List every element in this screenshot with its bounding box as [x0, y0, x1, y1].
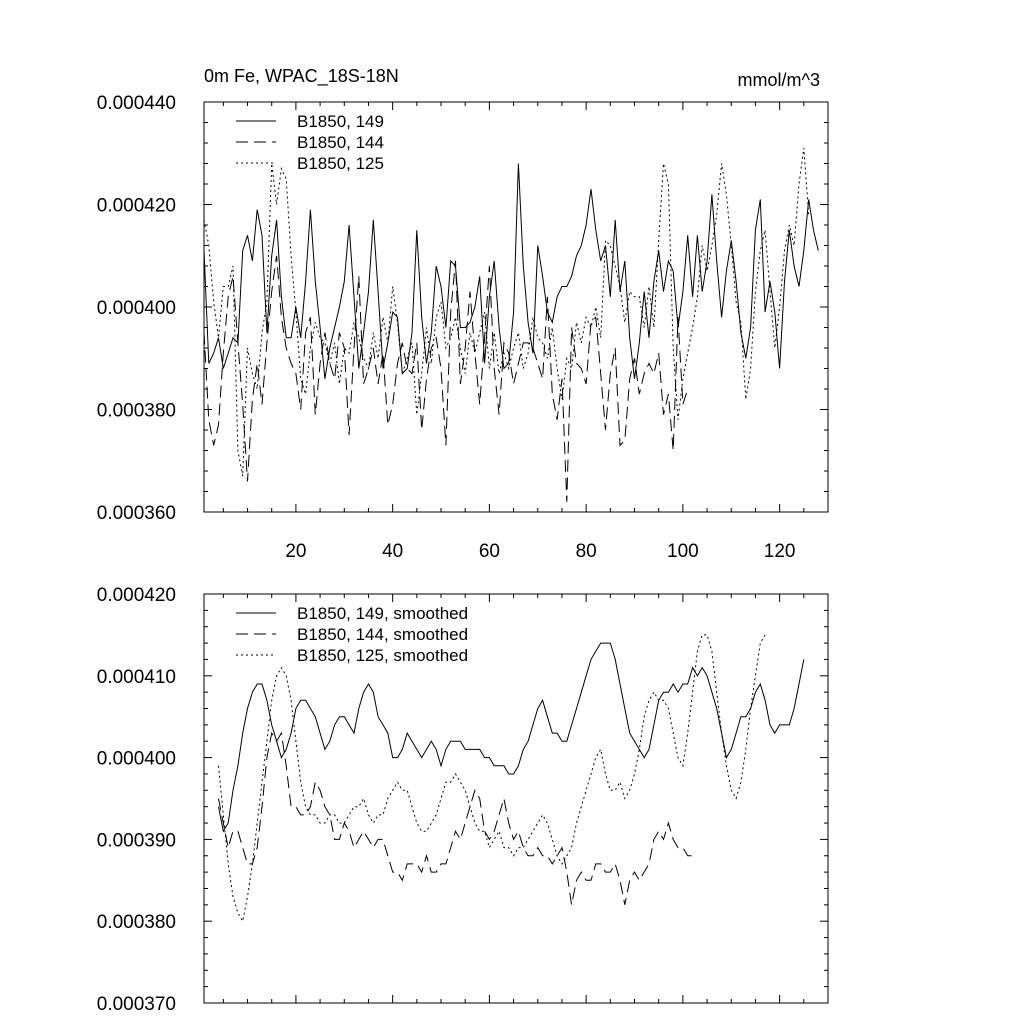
- y-tick-label: 0.000420: [96, 585, 176, 606]
- y-tick-label: 0.000400: [96, 748, 176, 770]
- y-tick-label: 0.000370: [96, 994, 176, 1015]
- y-tick-label: 0.000440: [96, 93, 176, 114]
- legend-label-1: B1850, 149: [297, 112, 384, 131]
- legend-label-2: B1850, 144: [297, 133, 384, 152]
- legend-label-2: B1850, 144, smoothed: [297, 625, 469, 644]
- plot-title-right: mmol/m^3: [737, 70, 820, 90]
- x-tick-label: 100: [667, 541, 699, 562]
- y-tick-label: 0.000420: [96, 195, 176, 217]
- legend-label-3: B1850, 125, smoothed: [297, 646, 469, 665]
- y-tick-label: 0.000360: [96, 503, 176, 524]
- x-tick-label: 60: [478, 541, 500, 562]
- y-tick-label: 0.000380: [96, 912, 176, 934]
- x-tick-label: 80: [575, 541, 597, 562]
- y-tick-label: 0.000400: [96, 298, 176, 319]
- y-tick-label: 0.000410: [96, 666, 176, 688]
- x-tick-label: 40: [382, 541, 404, 562]
- y-tick-label: 0.000380: [96, 400, 176, 422]
- legend-label-1: B1850, 149, smoothed: [297, 604, 469, 623]
- y-tick-label: 0.000390: [96, 830, 176, 852]
- plot-title-left: 0m Fe, WPAC_18S-18N: [204, 66, 399, 86]
- x-tick-label: 20: [285, 541, 307, 562]
- x-tick-label: 120: [763, 541, 796, 562]
- legend-label-3: B1850, 125: [297, 154, 384, 173]
